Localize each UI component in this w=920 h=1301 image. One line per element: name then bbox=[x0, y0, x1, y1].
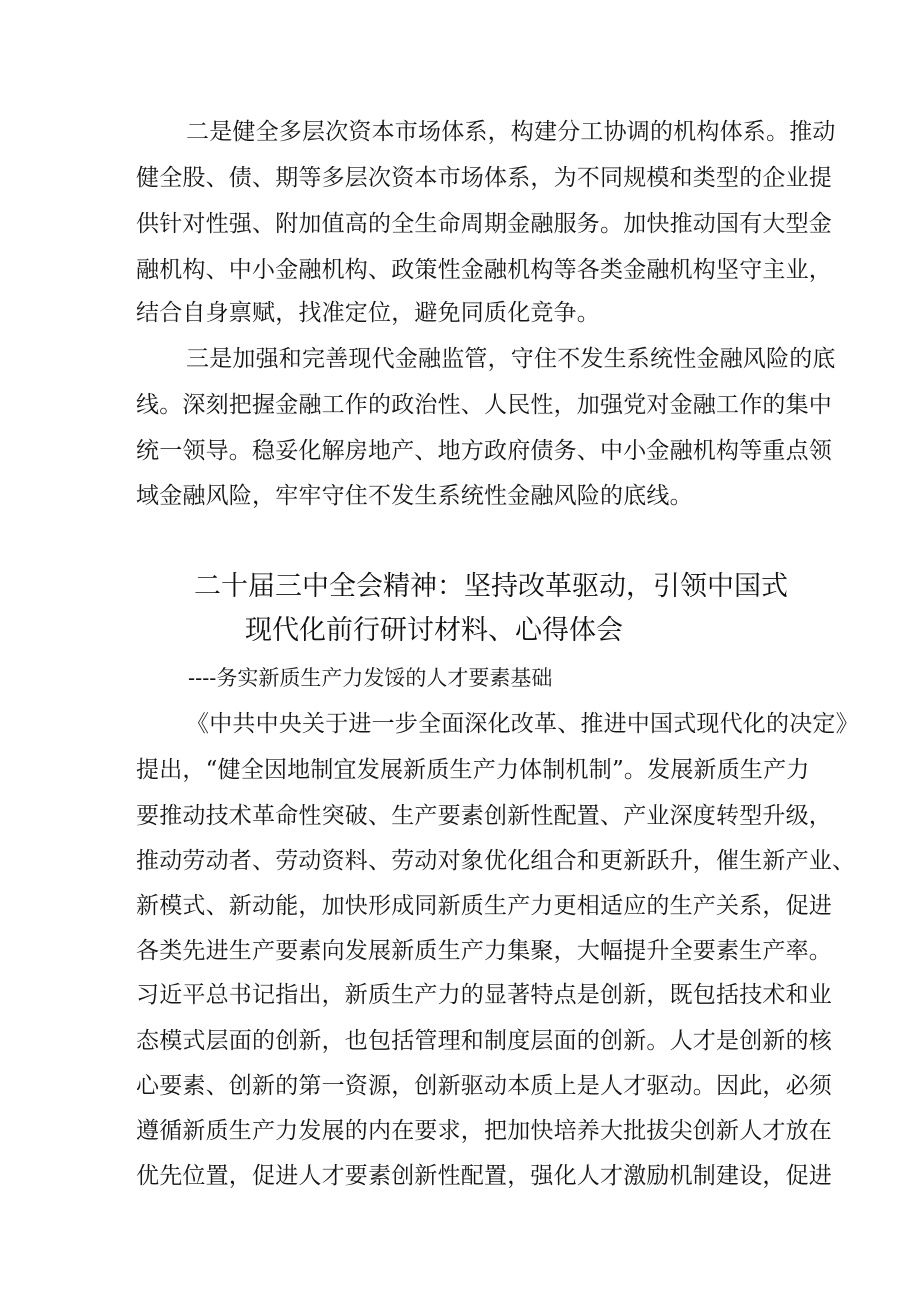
paragraph-line: 提出，“健全因地制宜发展新质生产力体制机制”。发展新质生产力 bbox=[136, 757, 810, 783]
paragraph-line: 供针对性强、附加值高的全生命周期金融服务。加快推动国有大型金 bbox=[136, 211, 832, 237]
paragraph-line: 结合自身禀赋，找准定位，避免同质化竞争。 bbox=[136, 300, 600, 326]
paragraph-line: 心要素、创新的第一资源，创新驱动本质上是人才驱动。因此，必须 bbox=[136, 1073, 832, 1099]
paragraph-line: 二是健全多层次资本市场体系，构建分工协调的机构体系。推动 bbox=[186, 119, 836, 145]
paragraph-line: 《中共中央关于进一步全面深化改革、推进中国式现代化的决定》 bbox=[186, 711, 859, 737]
article-title-line-2: 现代化前行研讨材料、心得体会 bbox=[245, 615, 623, 646]
paragraph-line: 态模式层面的创新，也包括管理和制度层面的创新。人才是创新的核 bbox=[136, 1028, 832, 1054]
paragraph-line: 遵循新质生产力发展的内在要求，把加快培养大批拔尖创新人才放在 bbox=[136, 1118, 832, 1144]
paragraph-line: 域金融风险，牢牢守住不发生系统性金融风险的底线。 bbox=[136, 483, 693, 509]
paragraph-line: 新模式、新动能，加快形成同新质生产力更相适应的生产关系，促进 bbox=[136, 893, 832, 919]
paragraph-line: 融机构、中小金融机构、政策性金融机构等各类金融机构坚守主业， bbox=[136, 257, 832, 283]
article-title-line-1: 二十届三中全会精神：坚持改革驱动，引领中国式 bbox=[194, 571, 788, 602]
paragraph-line: 线。深刻把握金融工作的政治性、人民性，加强党对金融工作的集中 bbox=[136, 392, 832, 418]
paragraph-line: 三是加强和完善现代金融监管，守住不发生系统性金融风险的底 bbox=[186, 346, 836, 372]
paragraph-line: 推动劳动者、劳动资料、劳动对象优化组合和更新跃升，催生新产业、 bbox=[136, 848, 856, 874]
paragraph-line: 各类先进生产要素向发展新质生产力集聚，大幅提升全要素生产率。 bbox=[136, 938, 832, 964]
paragraph-line: 要推动技术革命性突破、生产要素创新性配置、产业深度转型升级， bbox=[136, 803, 832, 829]
paragraph-line: 健全股、债、期等多层次资本市场体系，为不同规模和类型的企业提 bbox=[136, 165, 832, 191]
paragraph-line: 优先位置，促进人才要素创新性配置，强化人才激励机制建设，促进 bbox=[136, 1163, 832, 1189]
article-subtitle: ----务实新质生产力发馁的人才要素基础 bbox=[188, 666, 553, 690]
paragraph-line: 统一领导。稳妥化解房地产、地方政府债务、中小金融机构等重点领 bbox=[136, 438, 832, 464]
paragraph-line: 习近平总书记指出，新质生产力的显著特点是创新，既包括技术和业 bbox=[136, 982, 832, 1008]
